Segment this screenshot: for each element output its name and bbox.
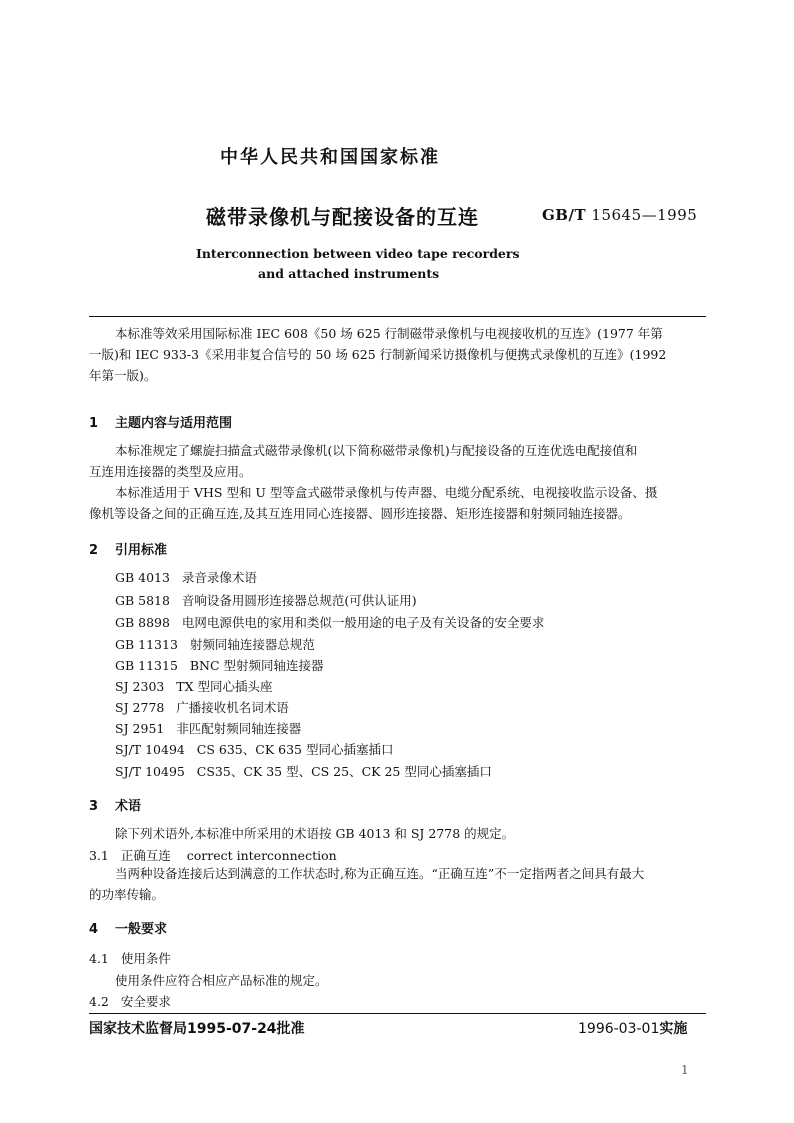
section-3-intro: 除下列术语外,本标准中所采用的术语按 GB 4013 和 SJ 2778 的规定。 xyxy=(115,826,515,841)
subsection-number: 4.2 xyxy=(89,994,109,1009)
reference-code: GB 11315 xyxy=(115,658,178,673)
reference-code: SJ/T 10495 xyxy=(115,764,185,779)
term-3-1 xyxy=(89,846,337,864)
reference-code: SJ/T 10494 xyxy=(115,742,185,757)
preface-line: 年第一版)。 xyxy=(89,368,157,383)
reference-code: GB 4013 xyxy=(115,570,170,585)
subsection-title: 安全要求 xyxy=(120,994,171,1009)
term-definition xyxy=(89,863,706,905)
document-title-en-line2: and attached instruments xyxy=(258,266,440,281)
reference-name: CS35、CK 35 型、CS 25、CK 25 型同心插塞插口 xyxy=(196,764,492,779)
preface-line: 本标准等效采用国际标准 IEC 608《50 场 625 行制磁带录像机与电视接收机的互连》(1977 年第 xyxy=(115,326,663,341)
section-1-heading xyxy=(89,412,232,431)
section-2-heading xyxy=(89,539,167,558)
reference-name: 电网电源供电的家用和类似一般用途的电子及有关设备的安全要求 xyxy=(181,615,545,630)
reference-code: SJ 2951 xyxy=(115,721,165,736)
page-number: 1 xyxy=(681,1063,689,1077)
section-number: 1 xyxy=(89,416,99,431)
subsection-4-1-heading xyxy=(89,949,171,967)
reference-item xyxy=(115,740,393,758)
reference-item xyxy=(115,635,315,653)
header-divider xyxy=(89,316,706,317)
subsection-title: 使用条件 xyxy=(120,951,171,966)
reference-name: CS 635、CK 635 型同心插塞插口 xyxy=(196,742,394,757)
reference-item xyxy=(115,698,289,716)
reference-code: GB 5818 xyxy=(115,593,170,608)
body-line: 本标准规定了螺旋扫描盒式磁带录像机(以下简称磁带录像机)与配接设备的互连优选电配接值和 xyxy=(115,443,638,458)
effective-date-line xyxy=(578,1018,687,1038)
footer-divider xyxy=(89,1013,706,1014)
reference-item xyxy=(115,677,273,695)
body-line: 像机等设备之间的正确互连,及其互连用同心连接器、圆形连接器、矩形连接器和射频同轴连接器。 xyxy=(89,506,631,521)
section-title: 主题内容与适用范围 xyxy=(115,416,233,431)
standard-code: 15645—1995 xyxy=(591,206,698,224)
reference-name: BNC 型射频同轴连接器 xyxy=(189,658,324,673)
document-title-zh: 磁带录像机与配接设备的互连 xyxy=(206,205,479,229)
subsection-number: 4.1 xyxy=(89,951,109,966)
reference-name: 录音录像术语 xyxy=(181,570,257,585)
effective-label: 实施 xyxy=(659,1021,688,1037)
national-standard-heading: 中华人民共和国国家标准 xyxy=(220,147,440,168)
section-title: 一般要求 xyxy=(115,922,168,937)
reference-item xyxy=(115,762,492,780)
reference-name: 广播接收机名词术语 xyxy=(176,700,289,715)
reference-item xyxy=(115,591,417,609)
reference-item xyxy=(115,719,301,737)
body-line: 互连用连接器的类型及应用。 xyxy=(89,464,252,479)
subsection-4-1-text: 使用条件应符合相应产品标准的规定。 xyxy=(115,973,328,988)
effective-date: 1996-03-01 xyxy=(578,1021,660,1037)
reference-name: 非匹配射频同轴连接器 xyxy=(176,721,302,736)
section-4-heading xyxy=(89,918,167,937)
term-en: correct interconnection xyxy=(186,848,337,863)
approval-line: 国家技术监督局1995-07-24批准 xyxy=(89,1021,305,1037)
reference-code: SJ 2778 xyxy=(115,700,165,715)
reference-item xyxy=(115,656,324,674)
reference-code: SJ 2303 xyxy=(115,679,165,694)
reference-item xyxy=(115,568,257,586)
section-title: 术语 xyxy=(115,799,142,814)
reference-item xyxy=(115,613,544,631)
preface-line: 一版)和 IEC 933-3《采用非复合信号的 50 场 625 行制新闻采访摄像机与便携式录像机的互连》(1992 xyxy=(89,347,667,362)
reference-code: GB 8898 xyxy=(115,615,170,630)
subsection-4-2-heading xyxy=(89,992,171,1010)
section-3-heading xyxy=(89,795,141,814)
section-title: 引用标准 xyxy=(115,543,168,558)
standard-number xyxy=(542,206,697,224)
reference-name: 音响设备用圆形连接器总规范(可供认证用) xyxy=(181,593,417,608)
section-number: 2 xyxy=(89,543,99,558)
reference-name: 射频同轴连接器总规范 xyxy=(189,637,315,652)
reference-code: GB 11313 xyxy=(115,637,178,652)
body-line: 本标准适用于 VHS 型和 U 型等盒式磁带录像机与传声器、电缆分配系统、电视接收监示设备、摄 xyxy=(115,485,658,500)
section-1-body xyxy=(89,440,706,524)
reference-name: TX 型同心插头座 xyxy=(176,679,273,694)
document-title-en-line1: Interconnection between video tape recorders xyxy=(196,246,520,261)
term-zh: 正确互连 xyxy=(120,848,171,863)
body-line: 当两种设备连接后达到满意的工作状态时,称为正确互连。“正确互连”不一定指两者之间具有最大 xyxy=(115,866,645,881)
preface xyxy=(89,323,706,386)
section-number: 3 xyxy=(89,799,99,814)
body-line: 的功率传输。 xyxy=(89,887,165,902)
standard-prefix: GB/T xyxy=(542,206,587,224)
term-number: 3.1 xyxy=(89,848,109,863)
section-number: 4 xyxy=(89,922,99,937)
